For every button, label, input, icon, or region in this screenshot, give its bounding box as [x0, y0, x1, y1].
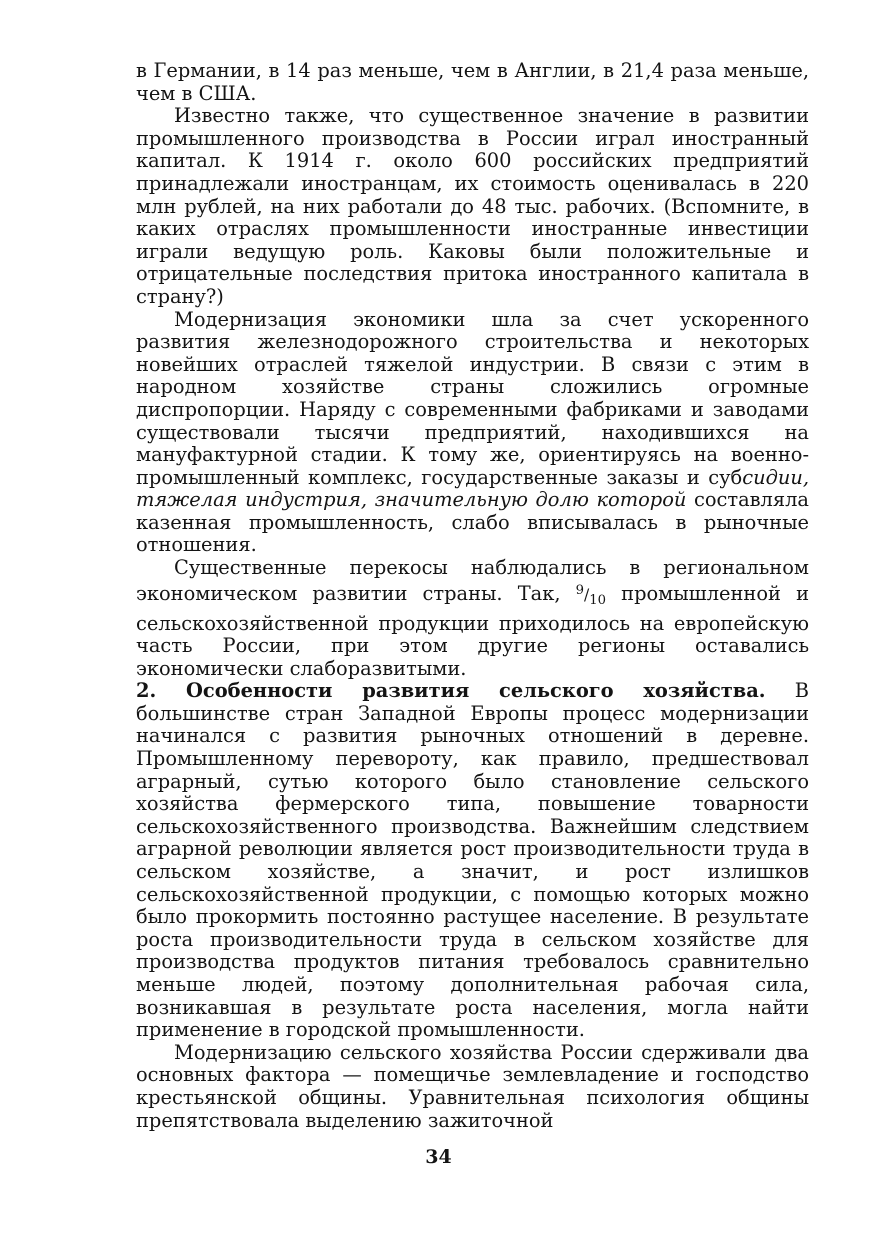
fraction-numerator: 9	[575, 582, 585, 598]
page-number: 34	[425, 1146, 452, 1168]
paragraph-6: Модернизацию сельского хозяйства России сдерживали два основных фактора — помещичье землевладение и господство крестьянской общины. Уравнительная психология общины препятствовала выделению зажиточной	[136, 1040, 809, 1132]
section-2-text: В большинстве стран Западной Европы процесс модернизации начинался с развития рыночных отношений в деревне. Промышленному перевороту, как правило, предшествовал аграрный, сутью которого было становление сельского хозяйства фермерского типа, повышение товарности сельскохозяйственного производства. Важнейшим следствием аграрной революции является рост производительности труда в сельском хозяйстве, а значит, и рост излишков сельскохозяйственной продукции, с помощью которых можно было прокормить постоянно растущее население. В результате роста производительности труда в сельском хозяйстве для производства продуктов питания требовалось сравнительно меньше людей, поэтому дополнительная рабочая сила, возникавшая в результате роста населения, могла найти применение в городской промышленности.	[136, 679, 809, 1042]
paragraph-3-italic-run: сидии, тяжелая индустрия, значительную долю которой	[136, 465, 809, 512]
paragraph-4-text-end: промышленной и сельскохозяйственной продукции приходилось на европейскую часть России, при этом другие регионы оставались экономически слаборазвитыми.	[136, 581, 809, 680]
fraction-separator: /	[584, 585, 590, 604]
section-2-paragraph	[136, 680, 809, 1042]
paragraph-3-text-end: составляла казенная промышленность, слабо вписывалась в рыночные отношения.	[136, 488, 809, 557]
paragraph-3	[136, 309, 809, 558]
paragraph-4-text-start: Существенные перекосы наблюдались в региональном экономическом развитии страны. Так,	[136, 556, 809, 605]
paragraph-1: в Германии, в 14 раз меньше, чем в Англии, в 21,4 раза меньше, чем в США.	[136, 59, 809, 105]
section-heading: 2. Особенности развития сельского хозяйства.	[136, 679, 766, 703]
paragraph-2: Известно также, что существенное значение в развитии промышленного производства в России играл иностранный капитал. К 1914 г. около 600 российских предприятий принадлежали иностранцам, их стоимость оценивалась в 220 млн рублей, на них работали до 48 тыс. рабочих. (Вспомните, в каких отраслях промышленности иностранные инвестиции играли ведущую роль. Каковы были положительные и отрицательные последствия притока иностранного капитала в страну?)	[136, 104, 809, 308]
paragraph-4	[136, 557, 809, 680]
paragraph-3-text-start: Модернизация экономики шла за счет ускоренного развития железнодорожного строительства и некоторых новейших отраслей тяжелой индустрии. В связи с этим в народном хозяйстве страны сложились огромные диспропорции. Наряду с современными фабриками и заводами существовали тысячи предприятий, находившихся на мануфактурной стадии. К тому же, ориентируясь на военно-промышленный комплекс, государственные заказы и суб	[136, 307, 809, 489]
page-body	[136, 60, 809, 1132]
fraction-denominator: 10	[589, 592, 607, 608]
fraction-nine-tenths	[575, 582, 607, 608]
